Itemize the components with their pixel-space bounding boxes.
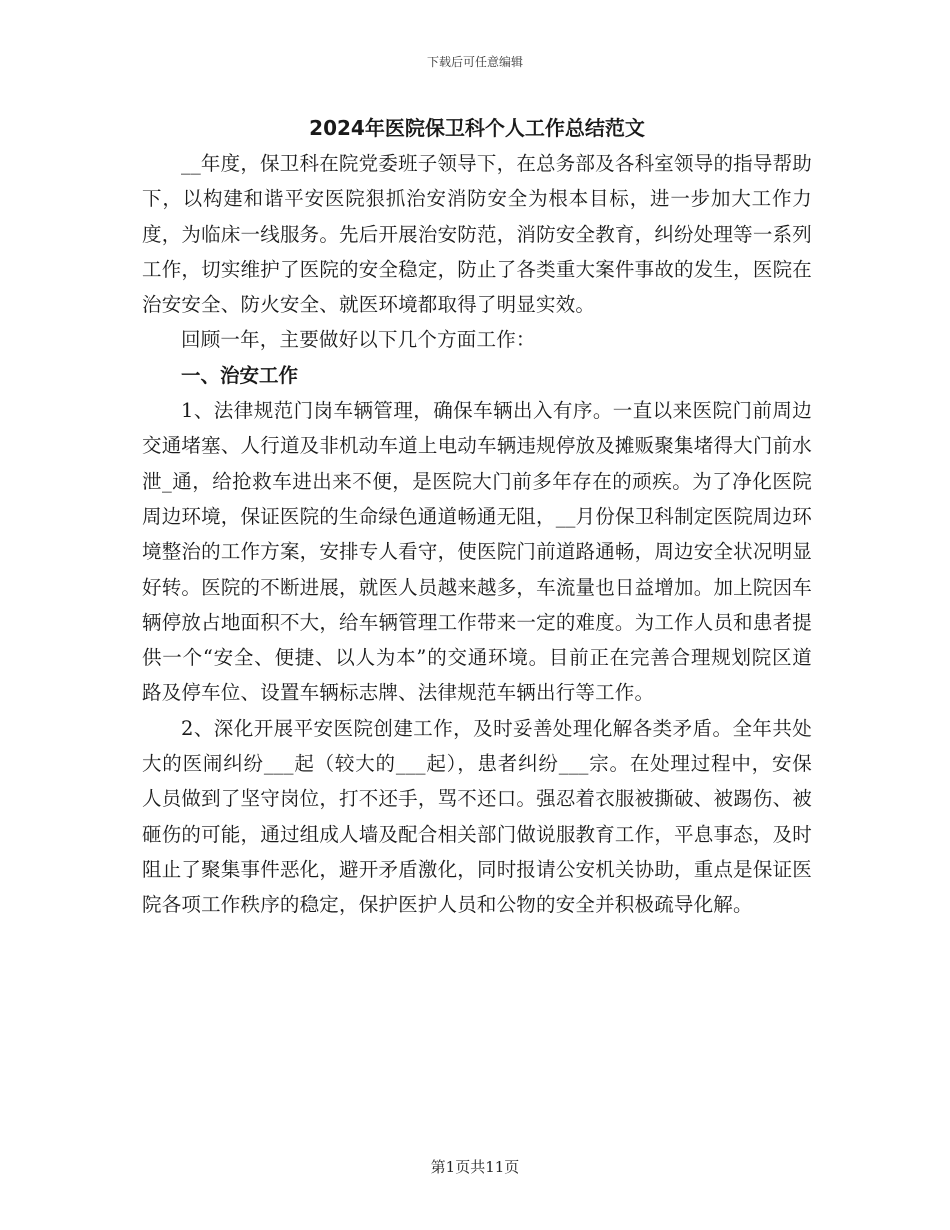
paragraph-item-2: 2、深化开展平安医院创建工作，及时妥善处理化解各类矛盾。全年共处大的医闹纠纷___起（较大的___起），患者纠纷___宗。在处理过程中，安保人员做到了坚守岗位，打不还手，骂不还口。强忍着衣服被撕破、被踢伤、被砸伤的可能，通过组成人墙及配合相关部门做说服教育工作，平息事态，及时阻止了聚集事件恶化，避开矛盾激化，同时报请公安机关协助，重点是保证医院各项工作秩序的稳定，保护医护人员和公物的安全并积极疏导化解。 — [142, 716, 812, 917]
page-header: 下载后可任意编辑 — [426, 55, 523, 69]
paragraph-item-1: 1、法律规范门岗车辆管理，确保车辆出入有序。一直以来医院门前周边交通堵塞、人行道及非机动车道上电动车辆违规停放及摊贩聚集堵得大门前水泄_通，给抢救车进出来不便，是医院大门前多年存在的顽疾。为了净化医院周边环境，保证医院的生命绿色通道畅通无阻，__月份保卫科制定医院周边环境整治的工作方案，安排专人看守，使医院门前道路通畅，周边安全状况明显好转。医院的不断进展，就医人员越来越多，车流量也日益增加。加上院因车辆停放占地面积不大，给车辆管理工作带来一定的难度。为工作人员和患者提供一个“安全、便捷、以人为本”的交通环境。目前正在完善合理规划院区道路及停车位、设置车辆标志牌、法律规范车辆出行等工作。 — [142, 399, 813, 705]
section-heading-security: 一、治安工作 — [181, 363, 299, 387]
paragraph-review: 回顾一年，主要做好以下几个方面工作： — [181, 328, 536, 352]
paragraph-intro: __年度，保卫科在院党委班子领导下，在总务部及各科室领导的指导帮助下，以构建和谐平安医院狠抓治安消防安全为根本目标，进一步加大工作力度，为临床一线服务。先后开展治安防范，消防安全教育，纠纷处理等一系列工作，切实维护了医院的安全稳定，防止了各类重大案件事故的发生，医院在治安安全、防火安全、就医环境都取得了明显实效。 — [142, 152, 812, 317]
document-body — [142, 110, 812, 923]
document-title: 2024年医院保卫科个人工作总结范文 — [309, 116, 645, 140]
page-footer: 第1页共11页 — [430, 1158, 520, 1176]
